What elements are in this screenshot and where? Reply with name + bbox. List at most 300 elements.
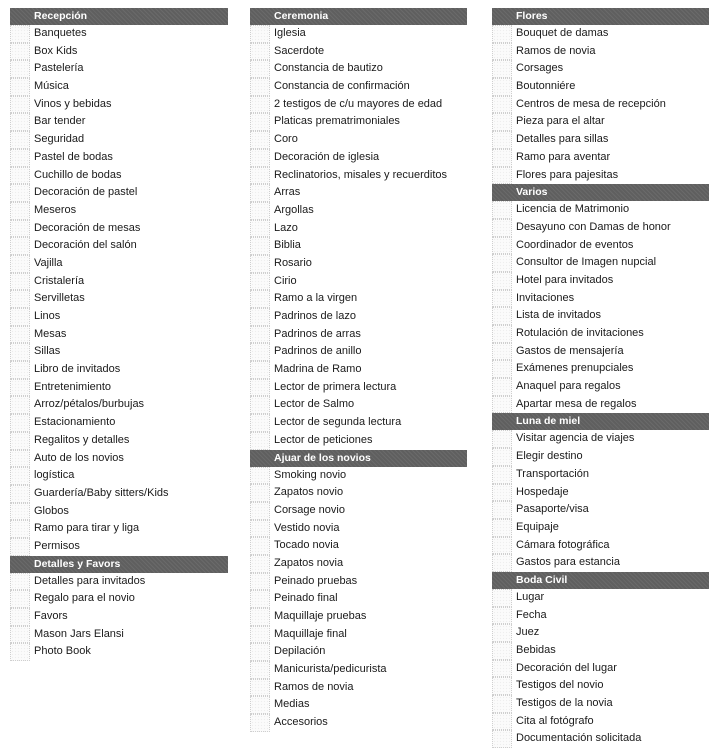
item-label: Ramos de novia	[516, 44, 596, 57]
item-label: Licencia de Matrimonio	[516, 203, 630, 216]
item-label: Peinado pruebas	[274, 574, 358, 587]
checkbox[interactable]	[492, 360, 512, 378]
item-label: Reclinatorios, misales y recuerditos	[274, 168, 448, 181]
checkbox[interactable]	[250, 661, 270, 679]
checklist-items	[10, 573, 228, 661]
checklist-item	[492, 430, 709, 448]
checkbox[interactable]	[250, 414, 270, 432]
checklist-item	[250, 113, 467, 131]
checklist-item	[10, 220, 228, 238]
checklist-item	[10, 78, 228, 96]
checklist-item	[492, 343, 709, 361]
checkbox[interactable]	[492, 677, 512, 695]
item-label: Gastos de mensajería	[516, 344, 624, 357]
item-label: Mesas	[34, 327, 67, 340]
section-recepcion	[10, 8, 228, 556]
item-label: Arras	[274, 186, 301, 199]
item-label: Padrinos de anillo	[274, 345, 362, 358]
item-label: Platicas prematrimoniales	[274, 115, 400, 128]
checklist-item	[250, 60, 467, 78]
item-label: Entretenimiento	[34, 380, 112, 393]
item-label: Juez	[516, 626, 540, 639]
checklist-item	[492, 660, 709, 678]
item-label: Banquetes	[34, 27, 87, 39]
checkbox[interactable]	[492, 25, 512, 43]
checklist-item	[250, 396, 467, 414]
item-label: Decoración del lugar	[516, 661, 617, 674]
checklist-item	[492, 167, 709, 185]
checkbox[interactable]	[250, 502, 270, 520]
checkbox[interactable]	[10, 149, 30, 167]
checkbox[interactable]	[250, 113, 270, 131]
item-label: Centros de mesa de recepción	[516, 97, 666, 110]
checklist-item	[250, 308, 467, 326]
item-label: Música	[34, 80, 69, 93]
checkbox[interactable]	[492, 43, 512, 61]
item-label: Rosario	[274, 256, 312, 269]
checklist-item	[250, 184, 467, 202]
item-label: Constancia de bautizo	[274, 62, 383, 75]
checklist-item	[10, 237, 228, 255]
section-header: Boda Civil	[492, 572, 709, 589]
checklist-item	[492, 448, 709, 466]
item-label: Sillas	[34, 345, 61, 358]
checklist-item	[250, 25, 467, 43]
checklist-item	[250, 131, 467, 149]
checklist-item	[10, 450, 228, 468]
item-label: Peinado final	[274, 592, 338, 605]
checkbox[interactable]	[250, 273, 270, 291]
checklist-item	[10, 485, 228, 503]
checkbox[interactable]	[492, 149, 512, 167]
checkbox[interactable]	[250, 237, 270, 255]
checklist-item	[10, 43, 228, 61]
checkbox[interactable]	[10, 113, 30, 131]
checkbox[interactable]	[10, 273, 30, 291]
checkbox[interactable]	[250, 590, 270, 608]
checklist-item	[10, 626, 228, 644]
item-label: Cita al fotógrafo	[516, 714, 594, 727]
checkbox[interactable]	[10, 343, 30, 361]
checkbox[interactable]	[250, 555, 270, 573]
checkbox[interactable]	[250, 290, 270, 308]
item-label: Vestido novia	[274, 521, 340, 534]
checkbox[interactable]	[250, 520, 270, 538]
checkbox[interactable]	[250, 149, 270, 167]
checklist-item	[10, 290, 228, 308]
checklist-item	[250, 167, 467, 185]
checkbox[interactable]	[492, 167, 512, 185]
checkbox[interactable]	[492, 624, 512, 642]
checklist-item	[250, 626, 467, 644]
checklist-item	[10, 467, 228, 485]
checkbox[interactable]	[10, 626, 30, 644]
item-label: Ramo a la virgen	[274, 292, 358, 305]
checkbox[interactable]	[492, 60, 512, 78]
checkbox[interactable]	[250, 184, 270, 202]
item-label: Vinos y bebidas	[34, 97, 112, 110]
checkbox[interactable]	[10, 308, 30, 326]
item-label: Meseros	[34, 203, 77, 216]
checklist-items	[492, 589, 709, 748]
item-label: Desayuno con Damas de honor	[516, 220, 671, 233]
checkbox[interactable]	[250, 25, 270, 43]
checklist-item	[10, 273, 228, 291]
item-label: Detalles para invitados	[34, 574, 146, 587]
checkbox[interactable]	[492, 554, 512, 572]
item-label: Bebidas	[516, 644, 556, 656]
checkbox[interactable]	[250, 432, 270, 450]
item-label: Padrinos de lazo	[274, 310, 356, 322]
item-label: Decoración de mesas	[34, 221, 141, 234]
checkbox[interactable]	[492, 96, 512, 114]
checklist-item	[492, 360, 709, 378]
item-label: Documentación solicitada	[516, 732, 642, 745]
item-label: Constancia de confirmación	[274, 80, 410, 93]
checkbox[interactable]	[250, 326, 270, 344]
checkbox[interactable]	[10, 608, 30, 626]
item-label: Visitar agencia de viajes	[516, 432, 635, 445]
checkbox[interactable]	[250, 643, 270, 661]
checkbox[interactable]	[10, 43, 30, 61]
checkbox[interactable]	[492, 396, 512, 414]
item-label: Lector de primera lectura	[274, 380, 397, 393]
checkbox[interactable]	[492, 307, 512, 325]
checklist-item	[250, 555, 467, 573]
checkbox[interactable]	[250, 626, 270, 644]
checklist-item	[250, 255, 467, 273]
item-label: Pastel de bodas	[34, 150, 113, 163]
item-label: Smoking novio	[274, 468, 347, 481]
checkbox[interactable]	[492, 695, 512, 713]
checkbox[interactable]	[10, 290, 30, 308]
checklist-item	[492, 519, 709, 537]
item-label: Iglesia	[274, 27, 306, 39]
checklist-item	[10, 343, 228, 361]
checkbox[interactable]	[10, 520, 30, 538]
checkbox[interactable]	[10, 237, 30, 255]
checklist-item	[492, 96, 709, 114]
checkbox[interactable]	[10, 25, 30, 43]
section-flores	[492, 8, 709, 184]
item-label: Decoración de pastel	[34, 186, 138, 199]
checkbox[interactable]	[492, 219, 512, 237]
section-luna-de-miel	[492, 413, 709, 572]
checkbox[interactable]	[10, 131, 30, 149]
item-label: Coordinador de eventos	[516, 238, 634, 251]
checkbox[interactable]	[10, 414, 30, 432]
checklist-item	[10, 608, 228, 626]
checklist-item	[250, 78, 467, 96]
item-label: Lector de peticiones	[274, 433, 373, 446]
item-label: Boutonniére	[516, 80, 576, 93]
item-label: Pastelería	[34, 62, 84, 75]
checklist-item	[492, 60, 709, 78]
checklist-item	[10, 432, 228, 450]
checkbox[interactable]	[250, 96, 270, 114]
checklist-item	[250, 379, 467, 397]
checkbox[interactable]	[492, 131, 512, 149]
checkbox[interactable]	[10, 202, 30, 220]
checkbox[interactable]	[10, 184, 30, 202]
item-label: Madrina de Ramo	[274, 363, 362, 376]
checkbox[interactable]	[250, 308, 270, 326]
checkbox[interactable]	[250, 679, 270, 697]
checklist-item	[250, 237, 467, 255]
checkbox[interactable]	[250, 220, 270, 238]
checkbox[interactable]	[250, 467, 270, 485]
item-label: Arroz/pétalos/burbujas	[34, 398, 145, 411]
checkbox[interactable]	[492, 290, 512, 308]
checkbox[interactable]	[250, 396, 270, 414]
checklist-item	[492, 484, 709, 502]
item-label: Maquillaje pruebas	[274, 610, 367, 622]
checklist-item	[492, 607, 709, 625]
item-label: Servilletas	[34, 292, 85, 305]
checkbox[interactable]	[10, 450, 30, 468]
checklist-item	[492, 254, 709, 272]
checklist-item	[492, 589, 709, 607]
checklist-item	[250, 361, 467, 379]
item-label: Seguridad	[34, 133, 85, 146]
checklist-item	[492, 149, 709, 167]
checkbox[interactable]	[492, 519, 512, 537]
item-label: Biblia	[274, 239, 301, 252]
checklist-item	[250, 290, 467, 308]
item-label: Transportación	[516, 467, 589, 480]
checklist-column-2	[250, 8, 467, 732]
checkbox[interactable]	[492, 713, 512, 731]
item-label: Favors	[34, 610, 68, 622]
checkbox[interactable]	[250, 343, 270, 361]
checkbox[interactable]	[492, 254, 512, 272]
item-label: Equipaje	[516, 520, 559, 533]
checkbox[interactable]	[492, 448, 512, 466]
item-label: Detalles para sillas	[516, 133, 609, 146]
checkbox[interactable]	[250, 573, 270, 591]
checklist-item	[492, 466, 709, 484]
checkbox[interactable]	[10, 538, 30, 556]
checkbox[interactable]	[10, 167, 30, 185]
section-header: Varios	[492, 184, 709, 201]
item-label: Tocado novia	[274, 539, 339, 552]
checklist-item	[250, 502, 467, 520]
checkbox[interactable]	[250, 60, 270, 78]
checklist-item	[10, 184, 228, 202]
checklist-item	[10, 379, 228, 397]
checklist-item	[492, 272, 709, 290]
checklist-item	[10, 503, 228, 521]
checklist-item	[10, 538, 228, 556]
item-label: Anaquel para regalos	[516, 380, 621, 393]
item-label: Coro	[274, 133, 298, 146]
checklist-item	[250, 696, 467, 714]
checkbox[interactable]	[492, 642, 512, 660]
checkbox[interactable]	[492, 589, 512, 607]
checklist-column-3	[492, 8, 709, 748]
checkbox[interactable]	[492, 201, 512, 219]
section-header: Recepción	[10, 8, 228, 25]
checklist-item	[250, 343, 467, 361]
checklist-item	[492, 219, 709, 237]
checkbox[interactable]	[492, 537, 512, 555]
checkbox[interactable]	[250, 167, 270, 185]
checklist-item	[492, 677, 709, 695]
checkbox[interactable]	[10, 220, 30, 238]
checklist-item	[492, 501, 709, 519]
checkbox[interactable]	[492, 484, 512, 502]
checkbox[interactable]	[250, 78, 270, 96]
checkbox[interactable]	[492, 607, 512, 625]
section-boda-civil	[492, 572, 709, 748]
checkbox[interactable]	[10, 485, 30, 503]
checkbox[interactable]	[10, 573, 30, 591]
checklist-item	[250, 573, 467, 591]
checkbox[interactable]	[10, 60, 30, 78]
checklist-item	[10, 414, 228, 432]
checklist-item	[10, 255, 228, 273]
item-label: Cámara fotográfica	[516, 538, 610, 551]
item-label: Accesorios	[274, 716, 328, 729]
item-label: Lazo	[274, 221, 298, 234]
checkbox[interactable]	[10, 643, 30, 661]
item-label: 2 testigos de c/u mayores de edad	[274, 97, 443, 110]
item-label: Corsage novio	[274, 503, 345, 516]
checkbox[interactable]	[492, 660, 512, 678]
checkbox[interactable]	[492, 466, 512, 484]
checkbox[interactable]	[250, 608, 270, 626]
checkbox[interactable]	[10, 503, 30, 521]
checkbox[interactable]	[492, 430, 512, 448]
item-label: Pieza para el altar	[516, 115, 605, 128]
checkbox[interactable]	[250, 696, 270, 714]
checkbox[interactable]	[492, 237, 512, 255]
checklist-item	[10, 60, 228, 78]
checklist-items	[492, 430, 709, 572]
checklist-item	[250, 326, 467, 344]
checklist-item	[10, 643, 228, 661]
checkbox[interactable]	[250, 131, 270, 149]
item-label: Decoración del salón	[34, 239, 137, 252]
checkbox[interactable]	[250, 361, 270, 379]
checkbox[interactable]	[250, 255, 270, 273]
checkbox[interactable]	[492, 501, 512, 519]
checklist-item	[10, 25, 228, 43]
checklist-item	[250, 520, 467, 538]
checklist-item	[10, 590, 228, 608]
checklist-item	[10, 573, 228, 591]
checkbox[interactable]	[492, 378, 512, 396]
item-label: Hotel para invitados	[516, 273, 614, 286]
item-label: Linos	[34, 310, 61, 322]
item-label: Cuchillo de bodas	[34, 168, 122, 181]
item-label: logística	[34, 469, 75, 482]
item-label: Depilación	[274, 645, 326, 658]
checklist-item	[10, 308, 228, 326]
section-header: Detalles y Favors	[10, 556, 228, 573]
checkbox[interactable]	[10, 432, 30, 450]
checklist-items	[492, 25, 709, 184]
checkbox[interactable]	[492, 78, 512, 96]
checklist-item	[10, 520, 228, 538]
item-label: Lector de segunda lectura	[274, 416, 402, 429]
checkbox[interactable]	[492, 325, 512, 343]
item-label: Fecha	[516, 608, 547, 621]
item-label: Testigos de la novia	[516, 697, 613, 710]
checkbox[interactable]	[250, 43, 270, 61]
checkbox[interactable]	[492, 272, 512, 290]
checkbox[interactable]	[250, 537, 270, 555]
checklist-item	[10, 96, 228, 114]
checkbox[interactable]	[10, 467, 30, 485]
checkbox[interactable]	[492, 113, 512, 131]
checklist-item	[250, 467, 467, 485]
checklist-item	[492, 25, 709, 43]
checklist-item	[492, 237, 709, 255]
checklist-item	[492, 396, 709, 414]
section-detalles-y-favors	[10, 556, 228, 661]
item-label: Apartar mesa de regalos	[516, 397, 637, 410]
item-label: Sacerdote	[274, 44, 325, 57]
checklist-item	[492, 78, 709, 96]
checkbox[interactable]	[10, 396, 30, 414]
section-header: Flores	[492, 8, 709, 25]
item-label: Cirio	[274, 274, 297, 287]
checklist-item	[492, 307, 709, 325]
checkbox[interactable]	[10, 326, 30, 344]
checklist-item	[492, 537, 709, 555]
checkbox[interactable]	[10, 78, 30, 96]
item-label: Corsages	[516, 62, 564, 75]
checklist-item	[250, 43, 467, 61]
item-label: Libro de invitados	[34, 363, 121, 376]
checklist-item	[10, 131, 228, 149]
checklist-item	[250, 96, 467, 114]
checkbox[interactable]	[250, 202, 270, 220]
item-label: Padrinos de arras	[274, 327, 361, 340]
item-label: Ramos de novia	[274, 680, 354, 693]
checklist-item	[492, 642, 709, 660]
item-label: Exámenes prenupciales	[516, 362, 634, 375]
checklist-item	[250, 661, 467, 679]
checklist-items	[10, 25, 228, 556]
checkbox[interactable]	[10, 96, 30, 114]
item-label: Cristalería	[34, 274, 85, 287]
checkbox[interactable]	[250, 714, 270, 732]
checkbox[interactable]	[492, 343, 512, 361]
checkbox[interactable]	[10, 590, 30, 608]
item-label: Consultor de Imagen nupcial	[516, 256, 657, 269]
item-label: Hospedaje	[516, 485, 569, 498]
checklist-item	[250, 608, 467, 626]
section-ajuar-de-los-novios	[250, 450, 467, 732]
checkbox[interactable]	[250, 484, 270, 502]
item-label: Regalo para el novio	[34, 592, 135, 605]
checkbox[interactable]	[10, 379, 30, 397]
checkbox[interactable]	[250, 379, 270, 397]
checklist-item	[492, 695, 709, 713]
checkbox[interactable]	[10, 361, 30, 379]
checklist-item	[492, 730, 709, 748]
item-label: Medias	[274, 698, 310, 711]
checklist-item	[250, 714, 467, 732]
item-label: Bar tender	[34, 115, 86, 128]
item-label: Elegir destino	[516, 450, 583, 463]
checklist-item	[250, 273, 467, 291]
checkbox[interactable]	[10, 255, 30, 273]
checklist-item	[250, 414, 467, 432]
checkbox[interactable]	[492, 730, 512, 748]
